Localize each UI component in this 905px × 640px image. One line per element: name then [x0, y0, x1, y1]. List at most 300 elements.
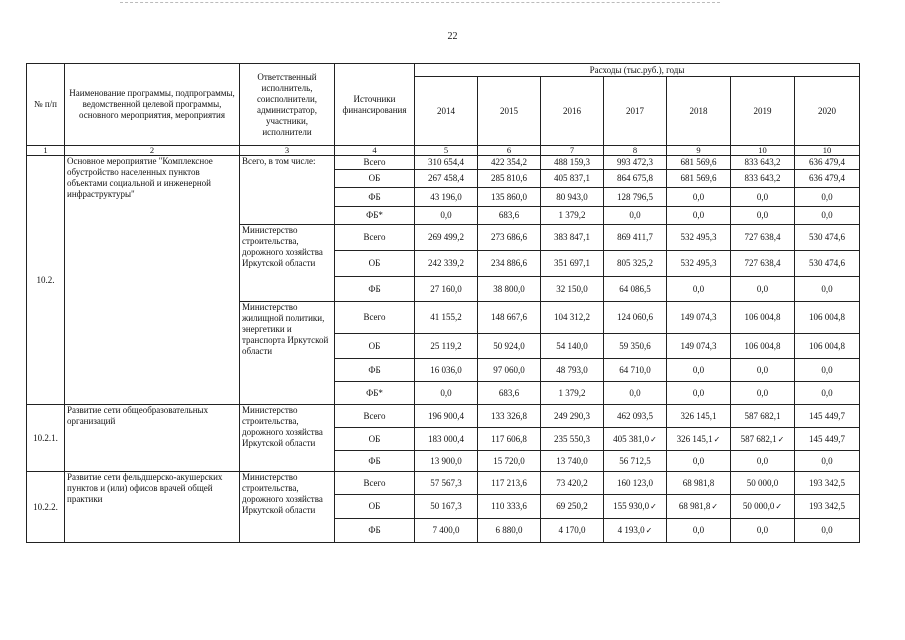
- amount-value: 587 682,1: [740, 433, 777, 444]
- funding-source: ОБ: [335, 170, 415, 188]
- amount-value: 54 140,0: [556, 340, 588, 351]
- amount-value: 0,0: [692, 387, 705, 398]
- amount-value: 405 837,1: [554, 173, 590, 183]
- amount-value: 422 354,2: [491, 157, 527, 167]
- funding-source: ОБ: [335, 251, 415, 277]
- header-year: 2018: [667, 77, 731, 146]
- item-number: 10.2.2.: [27, 472, 65, 543]
- funding-source: ОБ: [335, 495, 415, 519]
- amount-cell: [415, 382, 478, 405]
- amount-cell: [478, 451, 541, 472]
- amount-value: 64 086,5: [619, 283, 651, 294]
- amount-value: 285 810,6: [491, 173, 527, 183]
- amount-value: 0,0: [692, 191, 705, 202]
- header-year: 2019: [731, 77, 795, 146]
- header-year: 2020: [795, 77, 860, 146]
- amount-value: 145 449,7: [809, 410, 846, 421]
- column-number: 10: [795, 146, 860, 156]
- amount-value: 351 697,1: [554, 258, 590, 268]
- funding-source: Всего: [335, 225, 415, 251]
- responsible-executor: Министерство жилищной политики, энергетики и транспорта Иркутской области: [240, 302, 335, 405]
- amount-cell: [667, 170, 731, 188]
- amount-value: 59 350,6: [619, 340, 651, 351]
- amount-cell: [541, 405, 604, 428]
- funding-source: Всего: [335, 302, 415, 334]
- amount-cell: [415, 251, 478, 277]
- amount-value: 1 379,2: [558, 387, 586, 398]
- amount-value: 0,0: [692, 525, 705, 535]
- amount-cell: [795, 519, 860, 543]
- amount-cell: [731, 519, 795, 543]
- amount-cell: [795, 472, 860, 495]
- amount-cell: [667, 359, 731, 382]
- amount-cell: [604, 405, 667, 428]
- amount-cell: [667, 302, 731, 334]
- funding-source: Всего: [335, 472, 415, 495]
- funding-source: ФБ: [335, 277, 415, 302]
- amount-value: 727 638,4: [744, 258, 781, 268]
- amount-cell: [795, 451, 860, 472]
- header-num: № п/п: [27, 64, 65, 146]
- amount-cell: [667, 428, 731, 451]
- header-year: 2014: [415, 77, 478, 146]
- amount-value: 193 342,5: [809, 501, 846, 511]
- amount-cell: [604, 188, 667, 207]
- table-row: [27, 405, 860, 428]
- amount-cell: [541, 188, 604, 207]
- funding-source: ОБ: [335, 428, 415, 451]
- amount-cell: [415, 156, 478, 170]
- header-expenses: Расходы (тыс.руб.), годы: [415, 64, 860, 77]
- amount-value: 104 312,2: [554, 312, 590, 322]
- amount-cell: [731, 428, 795, 451]
- funding-source: ФБ*: [335, 207, 415, 225]
- amount-value: 6 880,0: [495, 525, 523, 535]
- amount-cell: [478, 359, 541, 382]
- amount-cell: [604, 251, 667, 277]
- responsible-executor: Всего, в том числе:: [240, 156, 335, 225]
- amount-value: 13 740,0: [556, 455, 588, 466]
- amount-cell: [541, 428, 604, 451]
- amount-value: 106 004,8: [809, 340, 846, 351]
- amount-value: 43 196,0: [430, 191, 462, 202]
- amount-cell: [731, 451, 795, 472]
- header-year: 2016: [541, 77, 604, 146]
- amount-cell: [731, 251, 795, 277]
- amount-cell: [478, 519, 541, 543]
- funding-source: ФБ: [335, 519, 415, 543]
- amount-cell: [415, 188, 478, 207]
- amount-cell: [604, 207, 667, 225]
- table-row: [27, 156, 860, 170]
- amount-value: 0,0: [756, 210, 769, 220]
- table-row: [27, 472, 860, 495]
- amount-cell: [731, 495, 795, 519]
- amount-value: 249 290,3: [554, 410, 590, 421]
- amount-cell: [731, 472, 795, 495]
- amount-value: 69 250,2: [556, 501, 588, 511]
- amount-value: 587 682,1: [744, 410, 781, 421]
- amount-cell: [795, 251, 860, 277]
- amount-value: 1 379,2: [558, 210, 586, 220]
- amount-value: 196 900,4: [428, 410, 464, 421]
- amount-value: 727 638,4: [744, 232, 781, 242]
- amount-cell: [795, 207, 860, 225]
- amount-cell: [478, 472, 541, 495]
- amount-cell: [415, 170, 478, 188]
- column-number: 1: [27, 146, 65, 156]
- amount-cell: [604, 359, 667, 382]
- amount-cell: [478, 188, 541, 207]
- amount-value: 235 550,3: [554, 433, 590, 444]
- column-number: 7: [541, 146, 604, 156]
- amount-value: 0,0: [756, 364, 769, 375]
- amount-cell: [478, 382, 541, 405]
- amount-cell: [415, 451, 478, 472]
- funding-source: ФБ: [335, 451, 415, 472]
- amount-value: 0,0: [692, 455, 705, 466]
- amount-cell: [731, 188, 795, 207]
- amount-cell: [541, 472, 604, 495]
- amount-cell: [604, 334, 667, 359]
- amount-cell: [667, 188, 731, 207]
- amount-cell: [667, 277, 731, 302]
- amount-value: 0,0: [821, 455, 833, 466]
- amount-cell: [604, 156, 667, 170]
- amount-value: 64 710,0: [619, 364, 651, 375]
- amount-cell: [478, 225, 541, 251]
- amount-value: 805 325,2: [617, 258, 653, 268]
- amount-value: 0,0: [692, 364, 705, 375]
- amount-value: 106 004,8: [744, 312, 781, 322]
- amount-cell: [415, 225, 478, 251]
- amount-value: 0,0: [756, 283, 769, 294]
- amount-value: 16 036,0: [430, 364, 462, 375]
- amount-cell: [604, 277, 667, 302]
- checkmark-icon: ✓: [777, 434, 785, 444]
- amount-cell: [604, 428, 667, 451]
- amount-value: 683,6: [498, 210, 520, 220]
- amount-cell: [478, 405, 541, 428]
- funding-source: ФБ: [335, 359, 415, 382]
- amount-value: 117 606,8: [491, 433, 527, 444]
- expenses-table: [26, 63, 860, 543]
- amount-cell: [795, 170, 860, 188]
- amount-cell: [667, 334, 731, 359]
- amount-cell: [415, 472, 478, 495]
- checkmark-icon: ✓: [711, 502, 719, 511]
- amount-cell: [415, 359, 478, 382]
- amount-cell: [541, 334, 604, 359]
- funding-source: ОБ: [335, 334, 415, 359]
- amount-value: 532 495,3: [680, 258, 717, 268]
- amount-value: 149 074,3: [680, 340, 717, 351]
- amount-value: 462 093,5: [617, 410, 653, 421]
- amount-value: 155 930,0: [613, 501, 650, 511]
- amount-cell: [541, 495, 604, 519]
- header-name: Наименование программы, подпрограммы, ведомственной целевой программы, основного мероприятия, мероприятия: [65, 64, 240, 146]
- amount-cell: [604, 170, 667, 188]
- amount-value: 864 675,8: [617, 173, 653, 183]
- amount-cell: [795, 156, 860, 170]
- amount-cell: [667, 472, 731, 495]
- amount-cell: [795, 302, 860, 334]
- amount-value: 124 060,6: [617, 312, 653, 322]
- amount-value: 0,0: [756, 387, 769, 398]
- amount-value: 149 074,3: [680, 312, 717, 322]
- amount-cell: [667, 251, 731, 277]
- item-number: 10.2.: [27, 156, 65, 405]
- column-number: 10: [731, 146, 795, 156]
- amount-value: 234 886,6: [491, 258, 527, 268]
- amount-cell: [478, 251, 541, 277]
- amount-cell: [795, 495, 860, 519]
- amount-cell: [541, 519, 604, 543]
- amount-cell: [795, 382, 860, 405]
- amount-value: 0,0: [692, 210, 705, 220]
- amount-cell: [795, 405, 860, 428]
- header-responsible: Ответственный исполнитель, соисполнители, администратор, участники, исполнители: [240, 64, 335, 146]
- amount-value: 0,0: [821, 283, 833, 294]
- amount-value: 183 000,4: [428, 433, 464, 444]
- amount-cell: [478, 495, 541, 519]
- amount-value: 0,0: [756, 455, 769, 466]
- page-number: 22: [447, 31, 458, 42]
- amount-cell: [478, 170, 541, 188]
- amount-value: 0,0: [756, 191, 769, 202]
- amount-cell: [541, 251, 604, 277]
- amount-cell: [731, 277, 795, 302]
- checkmark-icon: ✓: [645, 526, 653, 535]
- amount-value: 0,0: [821, 191, 833, 202]
- amount-value: 145 449,7: [809, 433, 846, 444]
- amount-value: 405 381,0: [613, 433, 650, 444]
- amount-value: 110 333,6: [491, 501, 527, 511]
- amount-value: 7 400,0: [432, 525, 460, 535]
- amount-cell: [415, 302, 478, 334]
- header-source: Источники финансирования: [335, 64, 415, 146]
- amount-value: 41 155,2: [430, 312, 462, 322]
- amount-value: 530 474,6: [809, 232, 846, 242]
- funding-source: Всего: [335, 405, 415, 428]
- amount-value: 833 643,2: [744, 157, 781, 167]
- item-name: Развитие сети общеобразовательных организаций: [65, 405, 240, 472]
- column-number: 3: [240, 146, 335, 156]
- amount-value: 27 160,0: [430, 283, 462, 294]
- amount-cell: [541, 170, 604, 188]
- amount-cell: [478, 207, 541, 225]
- amount-cell: [478, 156, 541, 170]
- amount-value: 0,0: [821, 364, 833, 375]
- responsible-executor: Министерство строительства, дорожного хозяйства Иркутской области: [240, 405, 335, 472]
- amount-value: 0,0: [692, 283, 705, 294]
- amount-cell: [415, 405, 478, 428]
- amount-cell: [415, 334, 478, 359]
- checkmark-icon: ✓: [650, 502, 657, 511]
- column-number: 2: [65, 146, 240, 156]
- amount-value: 267 458,4: [428, 173, 464, 183]
- amount-cell: [541, 451, 604, 472]
- responsible-executor: Министерство строительства, дорожного хозяйства Иркутской области: [240, 472, 335, 543]
- table-body: [27, 156, 860, 543]
- amount-cell: [604, 225, 667, 251]
- amount-cell: [667, 382, 731, 405]
- amount-value: 273 686,6: [491, 232, 527, 242]
- amount-cell: [731, 334, 795, 359]
- amount-value: 160 123,0: [617, 477, 653, 488]
- amount-value: 50 924,0: [493, 340, 525, 351]
- amount-value: 50 000,0: [742, 501, 775, 511]
- amount-cell: [604, 519, 667, 543]
- amount-cell: [415, 495, 478, 519]
- amount-cell: [731, 225, 795, 251]
- amount-cell: [731, 405, 795, 428]
- amount-cell: [795, 277, 860, 302]
- amount-cell: [795, 359, 860, 382]
- amount-cell: [795, 334, 860, 359]
- amount-cell: [667, 225, 731, 251]
- column-number: 4: [335, 146, 415, 156]
- amount-value: 25 119,2: [430, 340, 462, 351]
- amount-value: 993 472,3: [617, 157, 653, 167]
- item-name: Основное мероприятие "Комплексное обустройство населенных пунктов объектами социальной и инженерной инфраструктуры": [65, 156, 240, 405]
- top-scan-rule: [120, 2, 720, 3]
- amount-cell: [604, 495, 667, 519]
- amount-value: 106 004,8: [744, 340, 781, 351]
- amount-value: 869 411,7: [617, 232, 653, 242]
- amount-cell: [541, 382, 604, 405]
- amount-cell: [541, 359, 604, 382]
- amount-cell: [731, 156, 795, 170]
- header-year: 2015: [478, 77, 541, 146]
- amount-cell: [415, 277, 478, 302]
- amount-value: 48 793,0: [556, 364, 588, 375]
- amount-value: 0,0: [821, 387, 833, 398]
- amount-value: 50 167,3: [430, 501, 462, 511]
- amount-value: 68 981,8: [682, 477, 715, 488]
- amount-value: 636 479,4: [809, 157, 846, 167]
- amount-value: 0,0: [629, 210, 641, 220]
- amount-value: 0,0: [821, 210, 833, 220]
- amount-value: 193 342,5: [809, 477, 846, 488]
- amount-value: 38 800,0: [493, 283, 525, 294]
- amount-value: 80 943,0: [556, 191, 588, 202]
- amount-value: 73 420,2: [556, 477, 588, 488]
- amount-value: 0,0: [756, 525, 769, 535]
- amount-value: 56 712,5: [619, 455, 651, 466]
- checkmark-icon: ✓: [775, 502, 783, 511]
- amount-cell: [541, 156, 604, 170]
- amount-value: 326 145,1: [680, 410, 717, 421]
- amount-value: 681 569,6: [680, 157, 717, 167]
- amount-cell: [667, 451, 731, 472]
- funding-source: Всего: [335, 156, 415, 170]
- amount-value: 97 060,0: [493, 364, 525, 375]
- amount-value: 135 860,0: [491, 191, 527, 202]
- item-name: Развитие сети фельдшерско-акушерских пунктов и (или) офисов врачей общей практики: [65, 472, 240, 543]
- amount-value: 326 145,1: [676, 433, 713, 444]
- amount-value: 636 479,4: [809, 173, 846, 183]
- amount-cell: [478, 334, 541, 359]
- amount-cell: [415, 519, 478, 543]
- amount-value: 0,0: [440, 387, 452, 398]
- amount-cell: [667, 495, 731, 519]
- checkmark-icon: ✓: [713, 434, 721, 444]
- amount-value: 242 339,2: [428, 258, 464, 268]
- checkmark-icon: ✓: [650, 434, 657, 444]
- amount-cell: [731, 382, 795, 405]
- amount-value: 4 193,0: [617, 525, 645, 535]
- amount-value: 488 159,3: [554, 157, 590, 167]
- amount-cell: [415, 428, 478, 451]
- header-year: 2017: [604, 77, 667, 146]
- amount-value: 15 720,0: [493, 455, 525, 466]
- amount-cell: [541, 225, 604, 251]
- amount-cell: [604, 302, 667, 334]
- amount-value: 683,6: [498, 387, 520, 398]
- amount-value: 148 667,6: [491, 312, 527, 322]
- column-number: 9: [667, 146, 731, 156]
- amount-value: 117 213,6: [491, 477, 527, 488]
- amount-value: 128 796,5: [617, 191, 653, 202]
- amount-cell: [731, 170, 795, 188]
- amount-value: 383 847,1: [554, 232, 590, 242]
- amount-cell: [667, 405, 731, 428]
- amount-value: 833 643,2: [744, 173, 781, 183]
- amount-cell: [667, 207, 731, 225]
- amount-value: 57 567,3: [430, 477, 462, 488]
- amount-value: 530 474,6: [809, 258, 846, 268]
- column-number: 6: [478, 146, 541, 156]
- amount-value: 0,0: [440, 210, 452, 220]
- amount-value: 681 569,6: [680, 173, 717, 183]
- amount-value: 106 004,8: [809, 312, 846, 322]
- amount-cell: [795, 188, 860, 207]
- amount-cell: [795, 225, 860, 251]
- amount-cell: [731, 302, 795, 334]
- amount-cell: [541, 207, 604, 225]
- amount-cell: [731, 207, 795, 225]
- amount-cell: [604, 451, 667, 472]
- amount-value: 269 499,2: [428, 232, 464, 242]
- amount-cell: [667, 156, 731, 170]
- amount-cell: [604, 472, 667, 495]
- amount-cell: [415, 207, 478, 225]
- amount-cell: [478, 302, 541, 334]
- amount-cell: [667, 519, 731, 543]
- amount-cell: [478, 277, 541, 302]
- item-number: 10.2.1.: [27, 405, 65, 472]
- amount-value: 310 654,4: [428, 157, 464, 167]
- column-number: 8: [604, 146, 667, 156]
- amount-cell: [541, 302, 604, 334]
- amount-value: 68 981,8: [678, 501, 711, 511]
- amount-value: 4 170,0: [558, 525, 586, 535]
- amount-value: 0,0: [629, 387, 641, 398]
- amount-cell: [604, 382, 667, 405]
- funding-source: ФБ: [335, 188, 415, 207]
- funding-source: ФБ*: [335, 382, 415, 405]
- amount-value: 133 326,8: [491, 410, 527, 421]
- amount-value: 32 150,0: [556, 283, 588, 294]
- amount-value: 532 495,3: [680, 232, 717, 242]
- amount-cell: [795, 428, 860, 451]
- amount-cell: [541, 277, 604, 302]
- amount-value: 13 900,0: [430, 455, 462, 466]
- amount-value: 50 000,0: [746, 477, 779, 488]
- amount-value: 0,0: [821, 525, 833, 535]
- amount-cell: [731, 359, 795, 382]
